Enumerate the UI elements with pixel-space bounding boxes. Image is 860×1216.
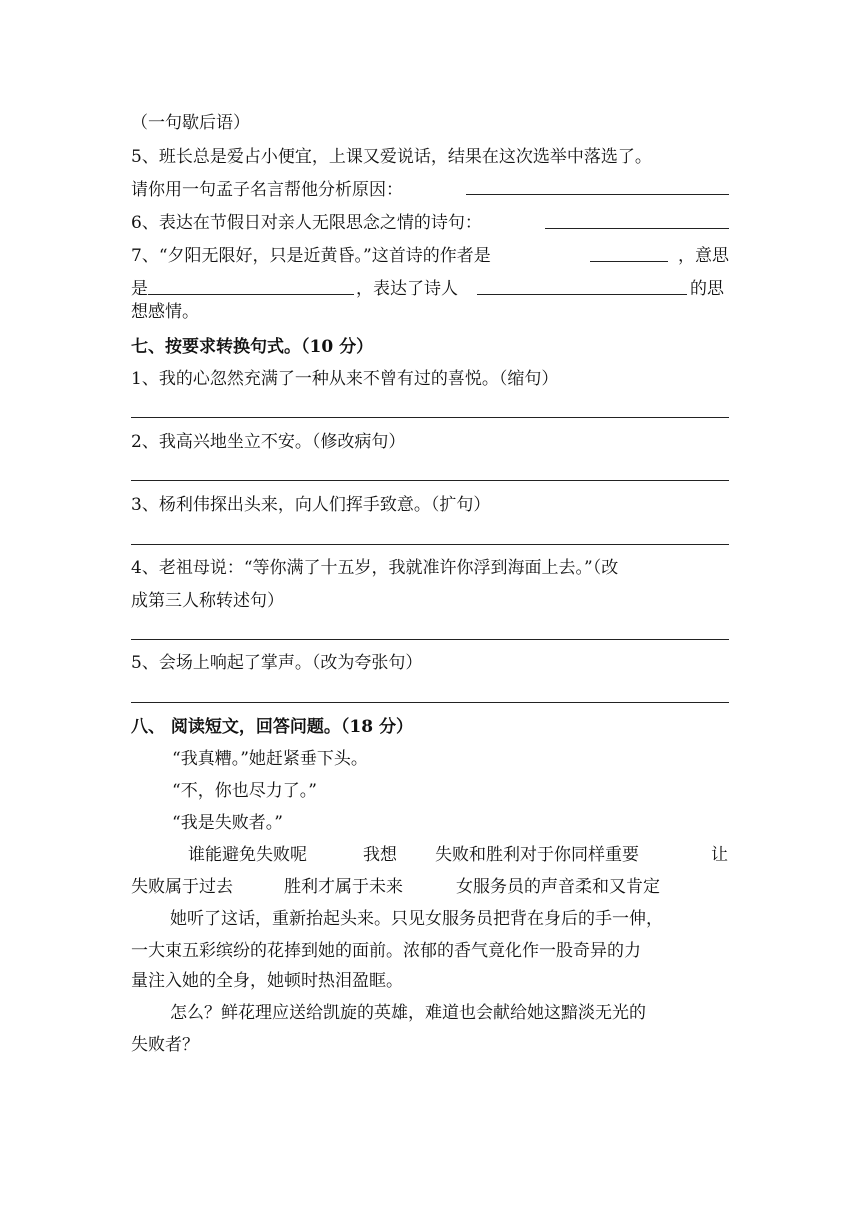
passage-line-2: “不，你也尽力了。” bbox=[172, 781, 317, 801]
question-6-6: 6、表达在节假日对亲人无限思念之情的诗句： bbox=[131, 213, 482, 233]
section-8-heading: 八、 阅读短文，回答问题。（18 分） bbox=[131, 717, 413, 737]
question-6-5-line-1: 5、班长总是爱占小便宜，上课又爱说话，结果在这次选举中落选了。 bbox=[131, 147, 652, 167]
answer-blank-6-6[interactable] bbox=[545, 228, 729, 229]
passage-para-5-line-3: 量注入她的全身，她顿时热泪盈眶。 bbox=[131, 971, 403, 991]
punctuation-line-1-seg-4: 让 bbox=[711, 845, 728, 865]
answer-line-7-5[interactable] bbox=[131, 702, 729, 703]
answer-blank-6-7-feeling[interactable] bbox=[477, 294, 687, 295]
punctuation-line-2-seg-1: 失败属于过去 bbox=[131, 877, 233, 897]
question-6-7-line-2-mid: ，表达了诗人 bbox=[356, 279, 458, 299]
punctuation-line-2-seg-3: 女服务员的声音柔和又肯定 bbox=[456, 877, 660, 897]
question-7-3: 3、杨利伟探出头来，向人们挥手致意。（扩句） bbox=[131, 495, 491, 515]
question-6-5-line-2 bbox=[131, 179, 403, 201]
answer-blank-6-7-meaning[interactable] bbox=[148, 294, 354, 295]
passage-para-5-line-2: 一大束五彩缤纷的花捧到她的面前。浓郁的香气竟化作一股奇异的力 bbox=[131, 941, 641, 961]
answer-line-7-2[interactable] bbox=[131, 480, 729, 481]
question-7-4-line-1: 4、老祖母说：“等你满了十五岁，我就准许你浮到海面上去。”（改 bbox=[131, 558, 619, 578]
question-6-7-line-2-start: 是 bbox=[131, 279, 148, 299]
answer-line-7-4[interactable] bbox=[131, 639, 729, 640]
question-6-7-prompt: 7、“夕阳无限好，只是近黄昏。”这首诗的作者是 bbox=[131, 246, 491, 266]
passage-para-6-line-1: 怎么？鲜花理应送给凯旋的英雄，难道也会献给她这黯淡无光的 bbox=[170, 1003, 646, 1023]
passage-line-1: “我真糟。”她赶紧垂下头。 bbox=[172, 749, 368, 769]
question-6-7-line-2-end: 的思 bbox=[690, 279, 724, 299]
punctuation-line-1-seg-2: 我想 bbox=[363, 845, 397, 865]
punctuation-line-1-seg-1: 谁能避免失败呢 bbox=[188, 845, 307, 865]
idiom-note: （一句歇后语） bbox=[131, 113, 250, 133]
question-6-7-suffix: ，意思 bbox=[678, 246, 729, 266]
punctuation-line-2-seg-2: 胜利才属于未来 bbox=[284, 877, 403, 897]
question-6-5-prompt: 请你用一句孟子名言帮他分析原因： bbox=[131, 180, 403, 200]
punctuation-line-1-seg-3: 失败和胜利对于你同样重要 bbox=[435, 845, 639, 865]
question-7-4-line-2: 成第三人称转述句） bbox=[131, 591, 284, 611]
question-7-1: 1、我的心忽然充满了一种从来不曾有过的喜悦。（缩句） bbox=[131, 369, 559, 389]
answer-line-7-3[interactable] bbox=[131, 544, 729, 545]
passage-para-5-line-1: 她听了这话，重新抬起头来。只见女服务员把背在身后的手一伸， bbox=[170, 909, 663, 929]
passage-line-3: “我是失败者。” bbox=[172, 813, 283, 833]
answer-line-7-1[interactable] bbox=[131, 417, 729, 418]
question-7-2: 2、我高兴地坐立不安。（修改病句） bbox=[131, 432, 406, 452]
question-6-7-line-3: 想感情。 bbox=[131, 302, 199, 322]
answer-blank-6-5[interactable] bbox=[466, 194, 729, 195]
question-7-5: 5、会场上响起了掌声。（改为夸张句） bbox=[131, 653, 423, 673]
answer-blank-6-7-author[interactable] bbox=[590, 261, 668, 262]
passage-para-6-line-2: 失败者？ bbox=[131, 1035, 199, 1055]
question-6-7-line-1 bbox=[131, 245, 491, 267]
section-7-heading: 七、按要求转换句式。（10 分） bbox=[131, 337, 374, 357]
